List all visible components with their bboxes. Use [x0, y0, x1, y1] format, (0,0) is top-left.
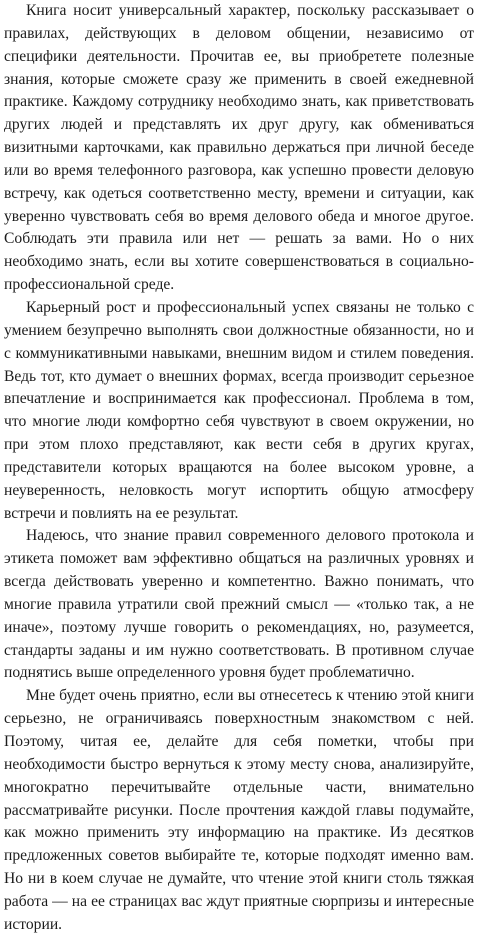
document-page — [4, 0, 474, 937]
paragraph-4: Мне будет очень приятно, если вы отнесетесь к чтению этой книги серьезно, не ограничиваясь поверхностным знакомством с ней. Поэтому, читая ее, делайте для себя пометки, чтобы при необходимости быстро вернуться к этому месту снова, анализируйте, многократно перечитывайте отдельные части, внимательно рассматривайте рисунки. После прочтения каждой главы подумайте, как можно применить эту информацию на практике. Из десятков предложенных советов выбирайте те, которые подходят именно вам. Но ни в коем случае не думайте, что чтение этой книги столь тяжкая работа — на ее страницах вас ждут приятные сюрпризы и интересные истории. — [4, 687, 474, 933]
paragraph-2: Карьерный рост и профессиональный успех связаны не только с умением безупречно выполнять свои должностные обязанности, но и с коммуникативными навыками, внешним видом и стилем поведения. Ведь тот, кто думает о внешних формах, всегда производит серьезное впечатление и воспринимается как профессионал. Проблема в том, что многие люди комфортно себя чувствуют в своем окружении, но при этом плохо представляют, как вести себя в других кругах, представители которых вращаются на более высоком уровне, а неуверенность, неловкость могут испортить общую атмосферу встречи и повлиять на ее результат. — [4, 298, 474, 522]
paragraph-1: Книга носит универсальный характер, поскольку рассказывает о правилах, действующих в деловом общении, независимо от специфики деятельности. Прочитав ее, вы приобретете полезные знания, которые сможете сразу же применить в своей ежедневной практике. Каждому сотруднику необходимо знать, как приветствовать других людей и представлять их друг другу, как обмениваться визитными карточками, как правильно держаться при личной беседе или во время телефонного разговора, как успешно провести деловую встречу, как одеться соответственно месту, времени и ситуации, как уверенно чувствовать себя во время делового обеда и многое другое. Соблюдать эти правила или нет — решать за вами. Но о них необходимо знать, если вы хотите совершенствоваться в социально-профессиональной среде. — [4, 2, 474, 294]
paragraph-3: Надеюсь, что знание правил современного делового протокола и этикета поможет вам эффективно общаться на различных уровнях и всегда действовать уверенно и компетентно. Важно понимать, что многие правила утратили свой прежний смысл — «только так, а не иначе», поэтому лучше говорить о рекомендациях, но, разумеется, стандарты заданы и им нужно соответствовать. В противном случае поднятись выше определенного уровня будет проблематично. — [4, 527, 474, 682]
